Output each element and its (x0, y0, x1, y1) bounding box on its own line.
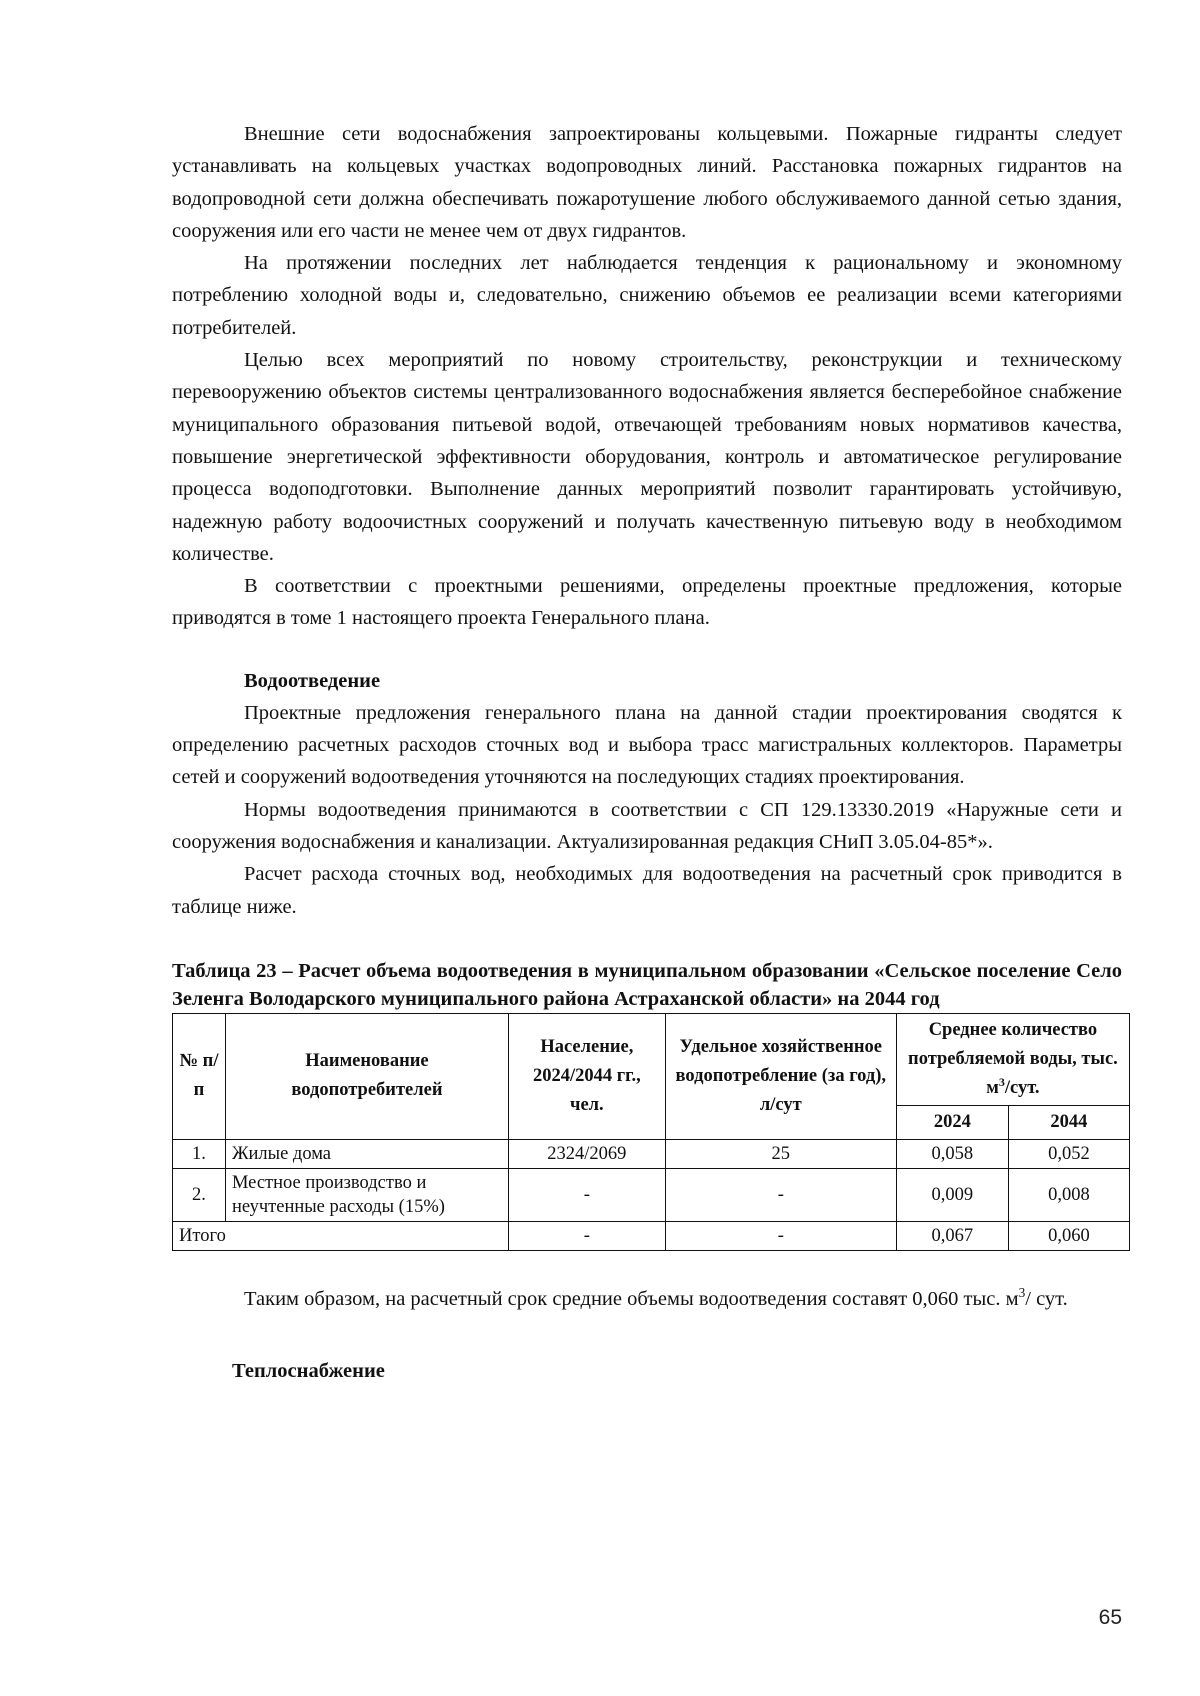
header-year-2044: 2044 (1008, 1105, 1129, 1139)
spacer (172, 1315, 1122, 1355)
table-caption: Таблица 23 – Расчет объема водоотведения в муниципальном образовании «Сельское поселение Село Зеленга Володарского муниципального района Астраханской области» на 2044 год (172, 959, 1122, 1010)
paragraph-wastewater-calc: Расчет расхода сточных вод, необходимых для водоотведения на расчетный срок приводится в таблице ниже. (172, 863, 1122, 918)
table-row (173, 1139, 1130, 1168)
section-heading-wastewater: Водоотведение (244, 669, 381, 692)
cell-2024: 0,067 (896, 1221, 1008, 1250)
cell-name: Местное производство и неучтенные расходы (15%) (225, 1168, 508, 1221)
cell-population: 2324/2069 (508, 1139, 665, 1168)
cell-population: - (508, 1221, 665, 1250)
header-population: Население, 2024/2044 гг., чел. (508, 1013, 665, 1139)
page-number: 65 (1098, 1606, 1122, 1629)
cell-2024: 0,058 (896, 1139, 1008, 1168)
paragraph-measures-goal: Целью всех мероприятий по новому строительству, реконструкции и техническому перевооружению объектов системы централизованного водоснабжения является бесперебойное снабжение муниципального образования питьевой водой, отвечающей требованиям новых нормативов качества, повышение энергетической эффективности оборудования, контроль и автоматическое регулирование процесса водоподготовки. Выполнение данных мероприятий позволит гарантировать устойчивую, надежную работу водоочистных сооружений и получать качественную питьевую воду в необходимом количестве. (172, 349, 1122, 565)
paragraph-fire-hydrants: Внешние сети водоснабжения запроектированы кольцевыми. Пожарные гидранты следует устанавливать на кольцевых участках водопроводных линий. Расстановка пожарных гидрантов на водопроводной сети должна обеспечивать пожаротушение любого обслуживаемого данной сетью здания, сооружения или его части не менее чем от двух гидрантов. (172, 123, 1122, 242)
header-average-text: Среднее количество потребляемой воды, тыс. м (908, 1019, 1118, 1098)
table-row-total (173, 1221, 1130, 1250)
spacer (172, 1251, 1122, 1283)
cell-2044: 0,008 (1008, 1168, 1129, 1221)
table-row (173, 1168, 1130, 1221)
conclusion-text: Таким образом, на расчетный срок средние объемы водоотведения составят 0,060 тыс. м (244, 1287, 1019, 1310)
paragraph-wastewater-proposals: Проектные предложения генерального плана на данной стадии проектирования сводятся к определению расчетных расходов сточных вод и выбора трасс магистральных коллекторов. Параметры сетей и сооружений водоотведения уточняются на последующих стадиях проектирования. (172, 701, 1122, 789)
cell-specific: - (665, 1168, 896, 1221)
cell-name: Жилые дома (225, 1139, 508, 1168)
superscript: 3 (1018, 1285, 1026, 1300)
spacer (172, 635, 1122, 665)
cell-2044: 0,060 (1008, 1221, 1129, 1250)
section-heading-heat-supply: Теплоснабжение (232, 1360, 385, 1383)
cell-2044: 0,052 (1008, 1139, 1129, 1168)
conclusion-unit: / сут. (1025, 1287, 1068, 1310)
cell-2024: 0,009 (896, 1168, 1008, 1221)
paragraph-wastewater-norms: Нормы водоотведения принимаются в соответствии с СП 129.13330.2019 «Наружные сети и сооружения водоснабжения и канализации. Актуализированная редакция СНиП 3.05.04-85*». (172, 798, 1122, 853)
header-average-unit: /сут. (1004, 1077, 1040, 1098)
cell-population: - (508, 1168, 665, 1221)
header-average-quantity (896, 1013, 1129, 1105)
cell-num: 1. (173, 1139, 226, 1168)
header-specific-consumption: Удельное хозяйственное водопотребление (за год), л/сут (665, 1013, 896, 1139)
header-year-2024: 2024 (896, 1105, 1008, 1139)
document-page (172, 118, 1122, 1387)
paragraph-conclusion (172, 1283, 1122, 1315)
header-num: № п/п (173, 1013, 226, 1139)
header-name: Наименование водопотребителей (225, 1013, 508, 1139)
paragraph-design-proposals: В соответствии с проектными решениями, определены проектные предложения, которые приводятся в томе 1 настоящего проекта Генерального плана. (172, 575, 1122, 630)
cell-num: 2. (173, 1168, 226, 1221)
wastewater-table (172, 1013, 1130, 1251)
spacer (172, 923, 1122, 957)
paragraph-water-consumption-trend: На протяжении последних лет наблюдается тенденция к рациональному и экономному потреблению холодной воды и, следовательно, снижению объемов ее реализации всеми категориями потребителей. (172, 252, 1122, 339)
cell-total-label: Итого (173, 1221, 509, 1250)
superscript: 3 (998, 1074, 1005, 1089)
cell-specific: 25 (665, 1139, 896, 1168)
cell-specific: - (665, 1221, 896, 1250)
